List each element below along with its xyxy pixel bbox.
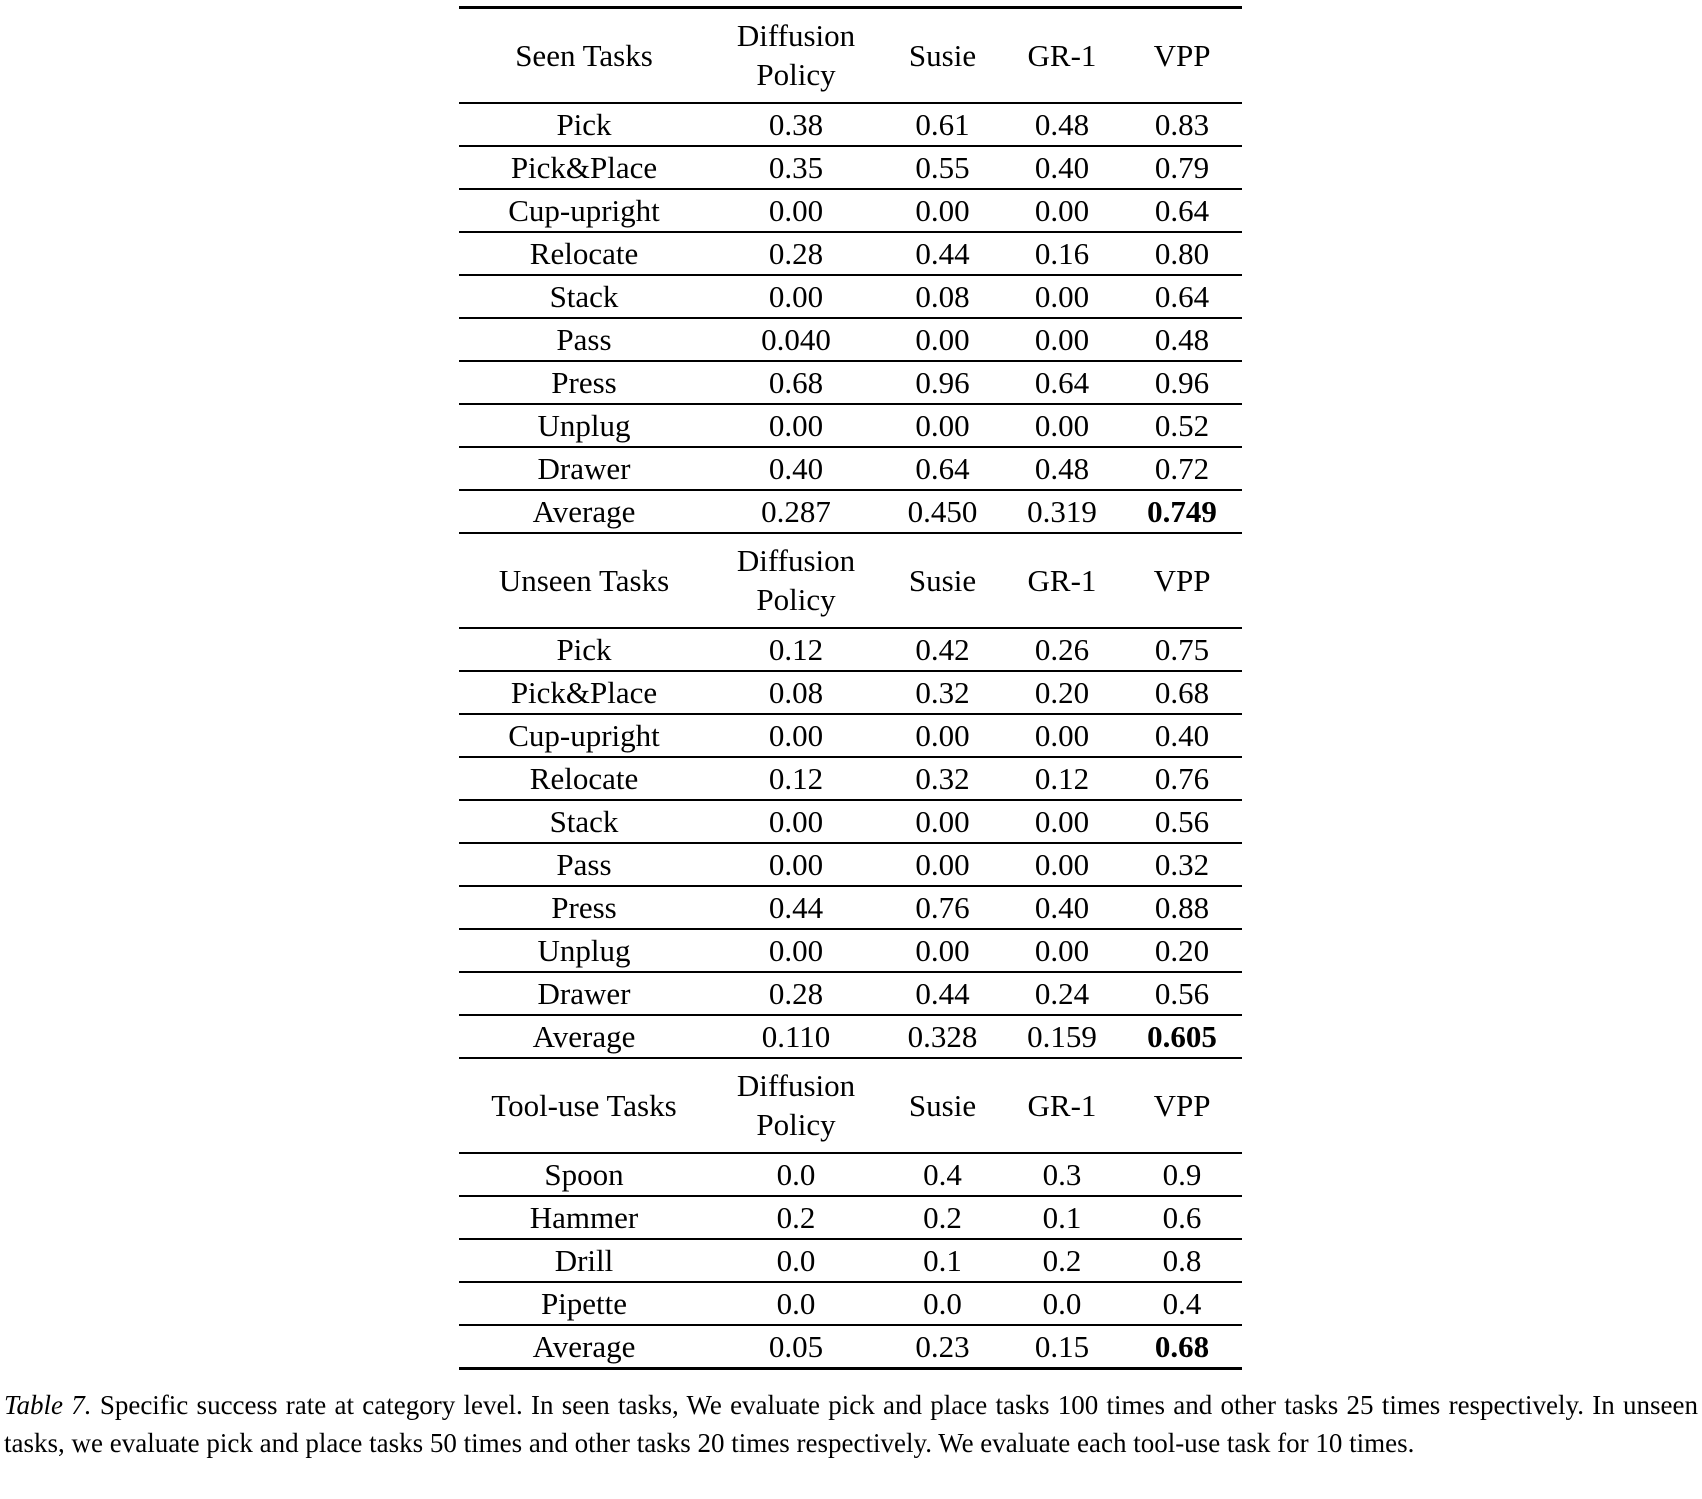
task-name-cell: Pick [459, 628, 709, 671]
value-cell: 0.15 [1002, 1325, 1122, 1369]
value-cell: 0.12 [1002, 757, 1122, 800]
column-header-susie: Susie [883, 533, 1002, 628]
task-name-cell: Cup-upright [459, 189, 709, 232]
value-cell: 0.48 [1002, 103, 1122, 146]
section-title: Unseen Tasks [459, 533, 709, 628]
value-cell: 0.00 [709, 404, 883, 447]
value-cell: 0.32 [883, 671, 1002, 714]
task-name-cell: Drawer [459, 447, 709, 490]
value-cell: 0.1 [1002, 1196, 1122, 1239]
value-cell: 0.68 [709, 361, 883, 404]
value-cell: 0.44 [883, 972, 1002, 1015]
table-row [459, 972, 1242, 1015]
value-cell: 0.00 [709, 929, 883, 972]
value-cell: 0.20 [1002, 671, 1122, 714]
column-header-gr1: GR-1 [1002, 533, 1122, 628]
table-row [459, 800, 1242, 843]
value-cell: 0.68 [1122, 1325, 1242, 1369]
task-name-cell: Relocate [459, 232, 709, 275]
value-cell: 0.48 [1002, 447, 1122, 490]
table-row [459, 1196, 1242, 1239]
task-name-cell: Unplug [459, 929, 709, 972]
value-cell: 0.40 [1122, 714, 1242, 757]
table-row [459, 275, 1242, 318]
value-cell: 0.00 [883, 714, 1002, 757]
task-name-cell: Press [459, 361, 709, 404]
table-row [459, 671, 1242, 714]
table-row [459, 1239, 1242, 1282]
value-cell: 0.3 [1002, 1153, 1122, 1196]
task-name-cell: Spoon [459, 1153, 709, 1196]
value-cell: 0.08 [709, 671, 883, 714]
table-row [459, 843, 1242, 886]
task-name-cell: Hammer [459, 1196, 709, 1239]
results-table [459, 6, 1242, 1370]
value-cell: 0.12 [709, 628, 883, 671]
average-row [459, 490, 1242, 533]
caption-text: Specific success rate at category level. In seen tasks, We evaluate pick and place tasks 100 times and other tasks 25 times respectively. In unseen tasks, we evaluate pick and place tasks 50 times and other tasks 20 times respectively. We evaluate each tool-use task for 10 times. [4, 1390, 1699, 1458]
section-header-row [459, 1058, 1242, 1153]
task-name-cell: Relocate [459, 757, 709, 800]
value-cell: 0.40 [1002, 886, 1122, 929]
value-cell: 0.38 [709, 103, 883, 146]
column-header-line: Policy [756, 56, 836, 92]
value-cell: 0.35 [709, 146, 883, 189]
value-cell: 0.1 [883, 1239, 1002, 1282]
task-name-cell: Average [459, 1015, 709, 1058]
value-cell: 0.28 [709, 972, 883, 1015]
column-header-diffusion-policy [709, 533, 883, 628]
column-header-gr1: GR-1 [1002, 8, 1122, 104]
value-cell: 0.0 [883, 1282, 1002, 1325]
value-cell: 0.32 [1122, 843, 1242, 886]
value-cell: 0.00 [883, 189, 1002, 232]
task-name-cell: Pipette [459, 1282, 709, 1325]
value-cell: 0.23 [883, 1325, 1002, 1369]
value-cell: 0.76 [1122, 757, 1242, 800]
value-cell: 0.96 [883, 361, 1002, 404]
table-row [459, 361, 1242, 404]
value-cell: 0.0 [709, 1153, 883, 1196]
column-header-gr1: GR-1 [1002, 1058, 1122, 1153]
table-row [459, 628, 1242, 671]
task-name-cell: Average [459, 1325, 709, 1369]
value-cell: 0.96 [1122, 361, 1242, 404]
value-cell: 0.110 [709, 1015, 883, 1058]
value-cell: 0.42 [883, 628, 1002, 671]
task-name-cell: Stack [459, 800, 709, 843]
value-cell: 0.61 [883, 103, 1002, 146]
section-header-row [459, 8, 1242, 104]
value-cell: 0.9 [1122, 1153, 1242, 1196]
value-cell: 0.20 [1122, 929, 1242, 972]
table-row [459, 404, 1242, 447]
table-caption [4, 1386, 1698, 1462]
table-row [459, 232, 1242, 275]
value-cell: 0.16 [1002, 232, 1122, 275]
value-cell: 0.2 [883, 1196, 1002, 1239]
value-cell: 0.00 [1002, 318, 1122, 361]
value-cell: 0.64 [1002, 361, 1122, 404]
value-cell: 0.08 [883, 275, 1002, 318]
value-cell: 0.749 [1122, 490, 1242, 533]
table-row [459, 447, 1242, 490]
task-name-cell: Average [459, 490, 709, 533]
value-cell: 0.56 [1122, 800, 1242, 843]
value-cell: 0.00 [1002, 275, 1122, 318]
value-cell: 0.0 [709, 1282, 883, 1325]
value-cell: 0.319 [1002, 490, 1122, 533]
value-cell: 0.40 [709, 447, 883, 490]
value-cell: 0.450 [883, 490, 1002, 533]
task-name-cell: Pick&Place [459, 671, 709, 714]
value-cell: 0.0 [1002, 1282, 1122, 1325]
value-cell: 0.8 [1122, 1239, 1242, 1282]
value-cell: 0.44 [709, 886, 883, 929]
value-cell: 0.00 [883, 929, 1002, 972]
column-header-diffusion-policy [709, 8, 883, 104]
value-cell: 0.56 [1122, 972, 1242, 1015]
column-header-vpp: VPP [1122, 533, 1242, 628]
value-cell: 0.00 [1002, 929, 1122, 972]
value-cell: 0.32 [883, 757, 1002, 800]
table-row [459, 1153, 1242, 1196]
task-name-cell: Drill [459, 1239, 709, 1282]
value-cell: 0.28 [709, 232, 883, 275]
value-cell: 0.12 [709, 757, 883, 800]
task-name-cell: Cup-upright [459, 714, 709, 757]
column-header-vpp: VPP [1122, 8, 1242, 104]
value-cell: 0.6 [1122, 1196, 1242, 1239]
column-header-line: Policy [756, 1106, 836, 1142]
value-cell: 0.00 [1002, 800, 1122, 843]
value-cell: 0.64 [1122, 189, 1242, 232]
task-name-cell: Drawer [459, 972, 709, 1015]
column-header-line: Diffusion [736, 17, 856, 53]
value-cell: 0.00 [709, 800, 883, 843]
value-cell: 0.00 [883, 318, 1002, 361]
value-cell: 0.24 [1002, 972, 1122, 1015]
column-header-line: Diffusion [736, 1067, 856, 1103]
value-cell: 0.55 [883, 146, 1002, 189]
table-row [459, 714, 1242, 757]
table-row [459, 757, 1242, 800]
column-header-susie: Susie [883, 8, 1002, 104]
value-cell: 0.00 [1002, 189, 1122, 232]
value-cell: 0.287 [709, 490, 883, 533]
average-row [459, 1015, 1242, 1058]
table-row [459, 103, 1242, 146]
value-cell: 0.00 [883, 843, 1002, 886]
value-cell: 0.040 [709, 318, 883, 361]
column-header-vpp: VPP [1122, 1058, 1242, 1153]
task-name-cell: Pass [459, 318, 709, 361]
column-header-susie: Susie [883, 1058, 1002, 1153]
value-cell: 0.52 [1122, 404, 1242, 447]
table-row [459, 1282, 1242, 1325]
column-header-diffusion-policy [709, 1058, 883, 1153]
value-cell: 0.4 [1122, 1282, 1242, 1325]
value-cell: 0.80 [1122, 232, 1242, 275]
value-cell: 0.64 [883, 447, 1002, 490]
table-row [459, 318, 1242, 361]
section-title: Tool-use Tasks [459, 1058, 709, 1153]
value-cell: 0.00 [883, 800, 1002, 843]
value-cell: 0.88 [1122, 886, 1242, 929]
task-name-cell: Pick [459, 103, 709, 146]
value-cell: 0.328 [883, 1015, 1002, 1058]
task-name-cell: Unplug [459, 404, 709, 447]
value-cell: 0.76 [883, 886, 1002, 929]
task-name-cell: Pass [459, 843, 709, 886]
table-row [459, 929, 1242, 972]
value-cell: 0.0 [709, 1239, 883, 1282]
value-cell: 0.79 [1122, 146, 1242, 189]
value-cell: 0.05 [709, 1325, 883, 1369]
table-row [459, 146, 1242, 189]
task-name-cell: Press [459, 886, 709, 929]
column-header-line: Policy [756, 581, 836, 617]
section-header-row [459, 533, 1242, 628]
value-cell: 0.40 [1002, 146, 1122, 189]
value-cell: 0.00 [883, 404, 1002, 447]
value-cell: 0.00 [1002, 843, 1122, 886]
value-cell: 0.605 [1122, 1015, 1242, 1058]
column-header-line: Diffusion [736, 542, 856, 578]
value-cell: 0.68 [1122, 671, 1242, 714]
task-name-cell: Pick&Place [459, 146, 709, 189]
value-cell: 0.00 [709, 714, 883, 757]
task-name-cell: Stack [459, 275, 709, 318]
value-cell: 0.26 [1002, 628, 1122, 671]
value-cell: 0.4 [883, 1153, 1002, 1196]
table-row [459, 189, 1242, 232]
value-cell: 0.00 [709, 843, 883, 886]
average-row [459, 1325, 1242, 1369]
value-cell: 0.64 [1122, 275, 1242, 318]
value-cell: 0.44 [883, 232, 1002, 275]
value-cell: 0.2 [1002, 1239, 1122, 1282]
value-cell: 0.00 [709, 275, 883, 318]
value-cell: 0.00 [1002, 714, 1122, 757]
value-cell: 0.83 [1122, 103, 1242, 146]
value-cell: 0.159 [1002, 1015, 1122, 1058]
value-cell: 0.75 [1122, 628, 1242, 671]
table-row [459, 886, 1242, 929]
section-title: Seen Tasks [459, 8, 709, 104]
caption-label: Table 7. [4, 1390, 92, 1420]
value-cell: 0.48 [1122, 318, 1242, 361]
value-cell: 0.2 [709, 1196, 883, 1239]
value-cell: 0.72 [1122, 447, 1242, 490]
value-cell: 0.00 [709, 189, 883, 232]
value-cell: 0.00 [1002, 404, 1122, 447]
